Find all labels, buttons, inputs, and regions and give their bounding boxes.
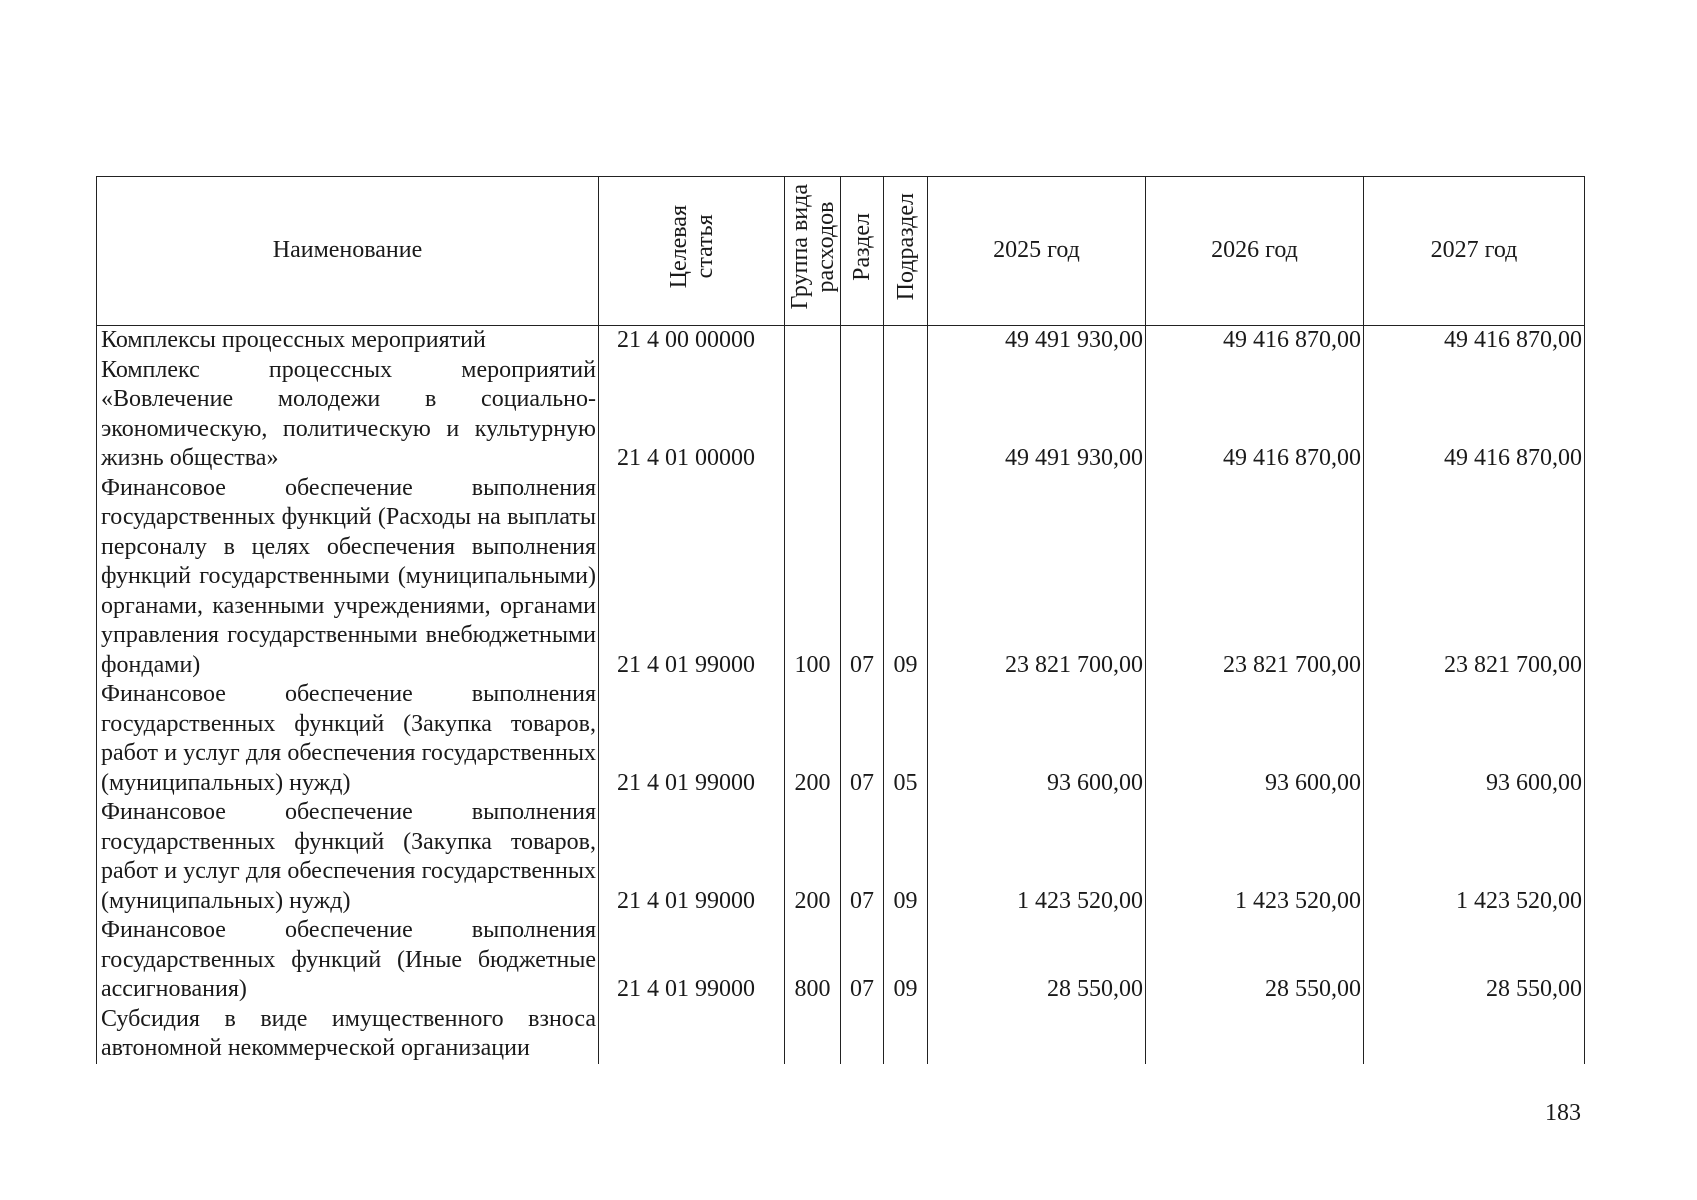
row-name-continued: Субсидия в виде имущественного взноса автономной некоммерческой организации <box>97 1005 599 1064</box>
row-amount-2025: 1 423 520,00 <box>928 798 1146 916</box>
row-amount-2026: 93 600,00 <box>1146 680 1364 798</box>
row-amount-2026: 28 550,00 <box>1146 916 1364 1005</box>
row-code: 21 4 01 99000 <box>599 680 785 798</box>
row-group: 200 <box>785 798 841 916</box>
row-amount-2027: 49 416 870,00 <box>1364 326 1585 356</box>
table-row <box>97 798 1585 916</box>
row-subsection: 09 <box>884 474 928 681</box>
row-code: 21 4 01 99000 <box>599 474 785 681</box>
row-code: 21 4 01 99000 <box>599 798 785 916</box>
row-group: 200 <box>785 680 841 798</box>
row-section <box>841 326 884 356</box>
row-section: 07 <box>841 474 884 681</box>
row-amount-2027: 28 550,00 <box>1364 916 1585 1005</box>
row-name: Финансовое обеспечение выполнения государственных функций (Расходы на выплаты персоналу в целях обеспечения выполнения функций государственными (муниципальными) органами, казенными учреждениями, органами управления государственными внебюджетными фондами) <box>97 474 599 681</box>
row-group <box>785 326 841 356</box>
header-section: Раздел <box>841 177 884 326</box>
table-row <box>97 356 1585 474</box>
row-section: 07 <box>841 680 884 798</box>
row-code: 21 4 00 00000 <box>599 326 785 356</box>
row-subsection <box>884 356 928 474</box>
row-amount-2027: 49 416 870,00 <box>1364 356 1585 474</box>
row-amount-2025: 49 491 930,00 <box>928 326 1146 356</box>
row-amount-2025: 23 821 700,00 <box>928 474 1146 681</box>
row-amount-2025: 93 600,00 <box>928 680 1146 798</box>
row-subsection <box>884 326 928 356</box>
row-code: 21 4 01 99000 <box>599 916 785 1005</box>
header-code: Целевая статья <box>599 177 785 326</box>
row-amount-2026: 1 423 520,00 <box>1146 798 1364 916</box>
header-2025: 2025 год <box>928 177 1146 326</box>
header-name: Наименование <box>97 177 599 326</box>
row-name: Финансовое обеспечение выполнения государственных функций (Закупка товаров, работ и услуг для обеспечения государственных (муниципальных) нужд) <box>97 680 599 798</box>
budget-table <box>96 176 1585 1064</box>
row-amount-2025: 28 550,00 <box>928 916 1146 1005</box>
row-group: 800 <box>785 916 841 1005</box>
row-amount-2026: 49 416 870,00 <box>1146 326 1364 356</box>
row-subsection: 05 <box>884 680 928 798</box>
row-amount-2026: 49 416 870,00 <box>1146 356 1364 474</box>
table-row-continued <box>97 1005 1585 1064</box>
row-amount-2027: 93 600,00 <box>1364 680 1585 798</box>
row-section: 07 <box>841 916 884 1005</box>
header-group: Группа вида расходов <box>785 177 841 326</box>
row-code: 21 4 01 00000 <box>599 356 785 474</box>
row-amount-2026: 23 821 700,00 <box>1146 474 1364 681</box>
row-name: Комплекс процессных мероприятий «Вовлечение молодежи в социально-экономическую, политическую и культурную жизнь общества» <box>97 356 599 474</box>
header-subsection: Подраздел <box>884 177 928 326</box>
row-name: Финансовое обеспечение выполнения государственных функций (Закупка товаров, работ и услуг для обеспечения государственных (муниципальных) нужд) <box>97 798 599 916</box>
row-section <box>841 356 884 474</box>
table-row <box>97 916 1585 1005</box>
row-group <box>785 356 841 474</box>
row-name: Финансовое обеспечение выполнения государственных функций (Иные бюджетные ассигнования) <box>97 916 599 1005</box>
table-row <box>97 326 1585 356</box>
row-subsection: 09 <box>884 916 928 1005</box>
row-section: 07 <box>841 798 884 916</box>
row-subsection: 09 <box>884 798 928 916</box>
row-name: Комплексы процессных мероприятий <box>97 326 599 356</box>
table-header-row <box>97 177 1585 326</box>
row-group: 100 <box>785 474 841 681</box>
row-amount-2025: 49 491 930,00 <box>928 356 1146 474</box>
page-number: 183 <box>1545 1100 1581 1126</box>
table-row <box>97 680 1585 798</box>
row-amount-2027: 23 821 700,00 <box>1364 474 1585 681</box>
row-amount-2027: 1 423 520,00 <box>1364 798 1585 916</box>
header-2026: 2026 год <box>1146 177 1364 326</box>
table-row <box>97 474 1585 681</box>
header-2027: 2027 год <box>1364 177 1585 326</box>
